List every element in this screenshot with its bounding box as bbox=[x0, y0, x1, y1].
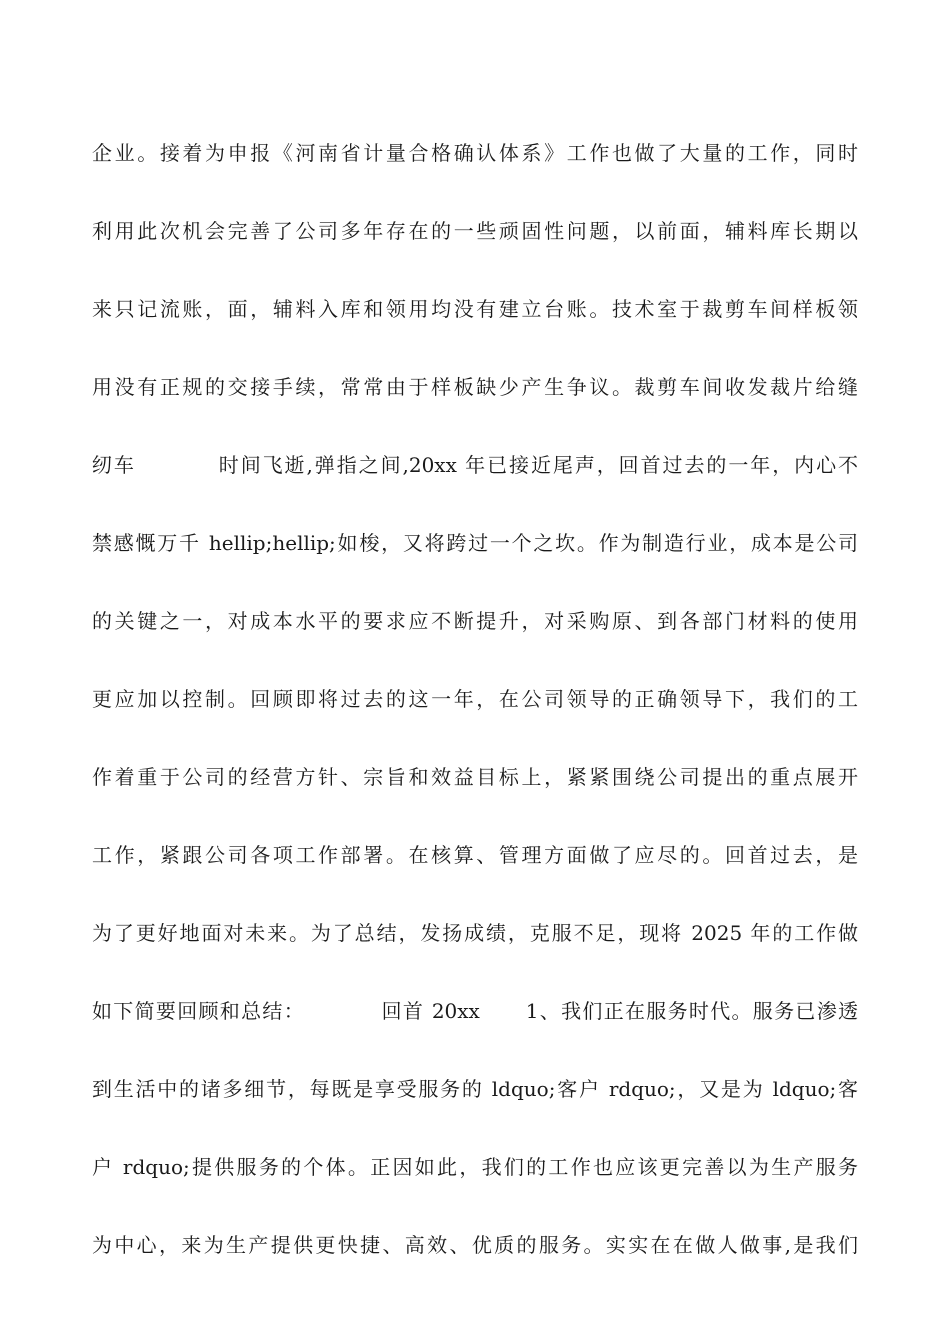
text-line: 禁感慨万千 hellip;hellip;如梭，又将跨过一个之坎。作为制造行业，成本是公司 bbox=[92, 531, 858, 555]
text-line: 企业。接着为申报《河南省计量合格确认体系》工作也做了大量的工作，同时 bbox=[92, 141, 858, 165]
text-line: 作着重于公司的经营方针、宗旨和效益目标上，紧紧围绕公司提出的重点展开 bbox=[92, 765, 858, 789]
text-line: 来只记流账，面，辅料入库和领用均没有建立台账。技术室于裁剪车间样板领 bbox=[92, 297, 858, 321]
text-line: 为了更好地面对未来。为了总结，发扬成绩，克服不足，现将 2025 年的工作做 bbox=[92, 921, 858, 945]
text-line: 工作，紧跟公司各项工作部署。在核算、管理方面做了应尽的。回首过去，是 bbox=[92, 843, 858, 867]
text-line: 用没有正规的交接手续，常常由于样板缺少产生争议。裁剪车间收发裁片给缝 bbox=[92, 375, 858, 399]
text-line: 到生活中的诸多细节，每既是享受服务的 ldquo;客户 rdquo;，又是为 ldquo;客 bbox=[92, 1077, 858, 1101]
text-line: 的关键之一，对成本水平的要求应不断提升，对采购原、到各部门材料的使用 bbox=[92, 609, 858, 633]
text-line: 如下简要回顾和总结： 回首 20xx 1、我们正在服务时代。服务已渗透 bbox=[92, 999, 858, 1023]
text-line: 利用此次机会完善了公司多年存在的一些顽固性问题，以前面，辅料库长期以 bbox=[92, 219, 858, 243]
text-line: 纫车 时间飞逝,弹指之间,20xx 年已接近尾声，回首过去的一年，内心不 bbox=[92, 453, 858, 477]
text-line: 更应加以控制。回顾即将过去的这一年，在公司领导的正确领导下，我们的工 bbox=[92, 687, 858, 711]
text-line: 户 rdquo;提供服务的个体。正因如此，我们的工作也应该更完善以为生产服务 bbox=[92, 1155, 858, 1179]
text-line: 为中心，来为生产提供更快捷、高效、优质的服务。实实在在做人做事,是我们 bbox=[92, 1233, 858, 1257]
